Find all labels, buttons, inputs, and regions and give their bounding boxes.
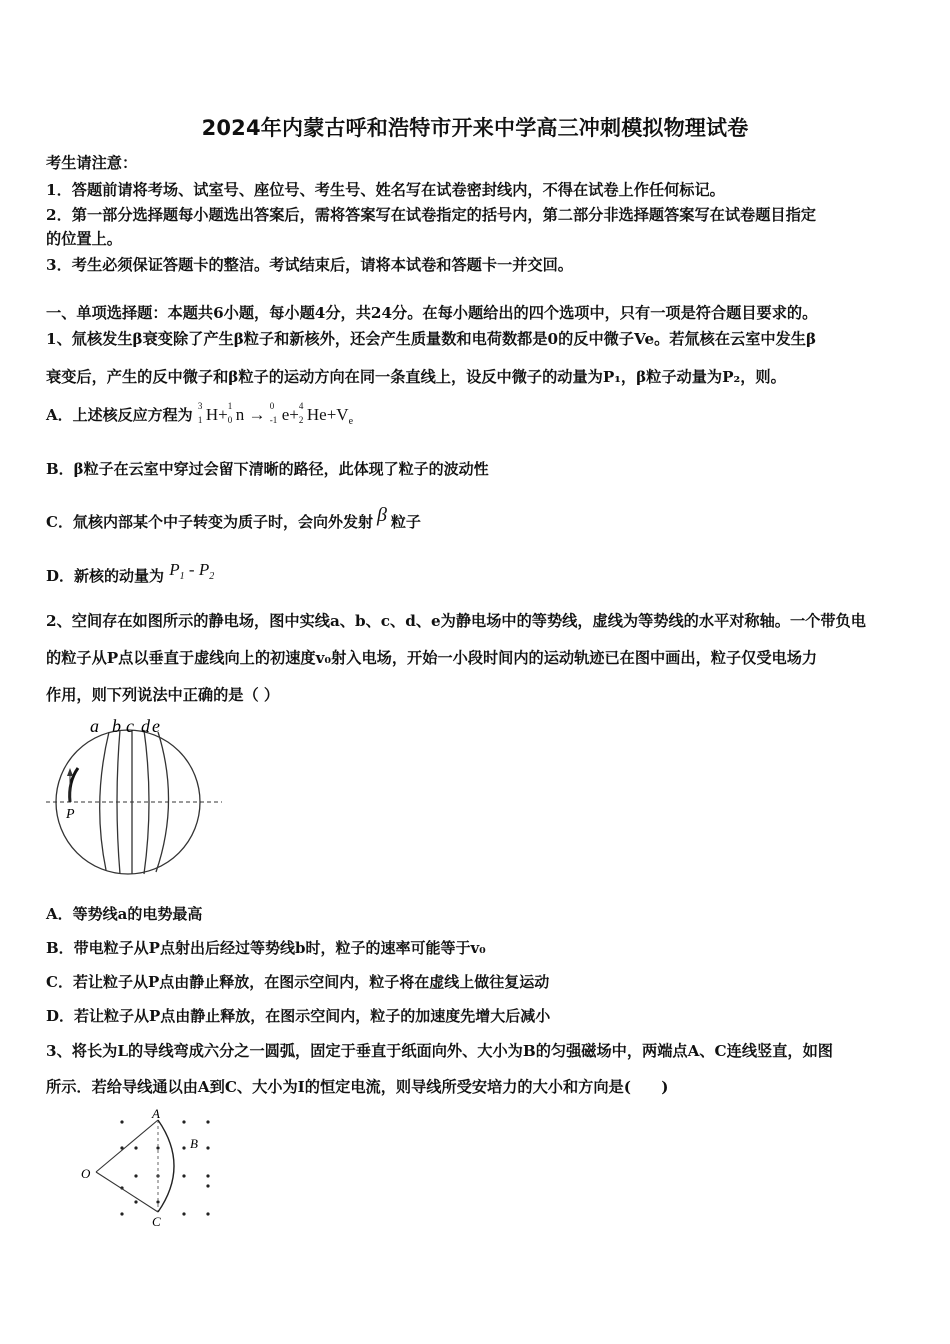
radius-oa — [96, 1120, 158, 1172]
notice-item-1: 1．答题前请将考场、试室号、座位号、考生号、姓名写在试卷密封线内，不得在试卷上作任何标记。 — [46, 181, 725, 199]
notice-item-2: 2．第一部分选择题每小题选出答案后，需将答案写在试卷指定的括号内，第二部分非选择题答案写在试卷题目指定 — [46, 206, 816, 224]
label-C: C — [152, 1214, 161, 1228]
q2-field-figure — [40, 712, 230, 877]
label-e: e — [152, 716, 160, 736]
label-O: O — [81, 1166, 91, 1181]
q3-field-figure — [78, 1108, 228, 1228]
q2-stem-line3: 作用，则下列说法中正确的是（ ） — [46, 686, 280, 704]
q3-stem-line1: 3、将长为L的导线弯成六分之一圆弧，固定于垂直于纸面向外、大小为B的匀强磁场中，两端点A、C连线竖直，如图 — [46, 1042, 833, 1060]
q2-option-b: B．带电粒子从P点射出后经过等势线b时，粒子的速率可能等于v₀ — [46, 939, 486, 957]
velocity-arrowhead — [67, 768, 73, 776]
momentum-expression: $P_1 - P_2$ — [169, 560, 215, 582]
label-c: c — [126, 716, 134, 736]
beta-symbol: β — [376, 504, 387, 526]
q2-option-c: C．若让粒子从P点由静止释放，在图示空间内，粒子将在虚线上做往复运动 — [46, 973, 550, 991]
label-a: a — [90, 716, 99, 736]
label-b: b — [112, 716, 121, 736]
q2-stem-line2: 的粒子从P点以垂直于虚线向上的初速度v₀射入电场，开始一小段时间内的运动轨迹已在图中画出，粒子仅受电场力 — [46, 649, 818, 667]
q2-stem-line1: 2、空间存在如图所示的静电场，图中实线a、b、c、d、e为静电场中的等势线，虚线为等势线的水平对称轴。一个带负电 — [46, 612, 866, 630]
notice-item-2-cont: 的位置上。 — [46, 230, 122, 248]
q1-stem-line1: 1、氚核发生β衰变除了产生β粒子和新核外，还会产生质量数和电荷数都是0的反中微子Ve。若氚核在云室中发生β — [46, 330, 817, 348]
q1-option-b: B．β粒子在云室中穿过会留下清晰的路径，此体现了粒子的波动性 — [46, 460, 489, 478]
reaction-equation: 3 1 H+ 1 0 n → 0 -1 e+ 4 2 $He+V_e$ — [197, 401, 354, 427]
q2-option-a: A．等势线a的电势最高 — [46, 905, 203, 923]
notice-item-3: 3．考生必须保证答题卡的整洁。考试结束后，请将本试卷和答题卡一并交回。 — [46, 256, 573, 274]
q1-option-a — [46, 401, 354, 427]
q1-stem-line2: 衰变后，产生的反中微子和β粒子的运动方向在同一条直线上，设反中微子的动量为P₁，β粒子动量为P₂，则。 — [46, 368, 786, 386]
q3-stem-line2: 所示．若给导线通以由A到C、大小为I的恒定电流，则导线所受安培力的大小和方向是( ) — [46, 1078, 669, 1096]
label-B: B — [190, 1136, 198, 1151]
notice-heading: 考生请注意： — [46, 154, 138, 172]
q1-option-c: C．氚核内部某个中子转变为质子时，会向外发射 β 粒子 — [46, 504, 421, 531]
label-A: A — [152, 1108, 160, 1121]
q1-option-a-text: A．上述核反应方程为 — [46, 406, 193, 424]
q2-option-d: D．若让粒子从P点由静止释放，在图示空间内，粒子的加速度先增大后减小 — [46, 1007, 551, 1025]
equipotential-a — [100, 732, 109, 870]
section-heading: 一、单项选择题：本题共6小题，每小题4分，共24分。在每小题给出的四个选项中，只有一项是符合题目要求的。 — [46, 304, 818, 322]
label-p: P — [66, 807, 75, 822]
page-title: 2024年内蒙古呼和浩特市开来中学高三冲刺模拟物理试卷 — [201, 116, 749, 140]
label-d: d — [141, 716, 150, 736]
q1-option-d: D．新核的动量为 $P_1 - P_2$ — [46, 560, 215, 585]
radius-oc — [96, 1172, 158, 1212]
current-wire-arc — [158, 1120, 174, 1212]
